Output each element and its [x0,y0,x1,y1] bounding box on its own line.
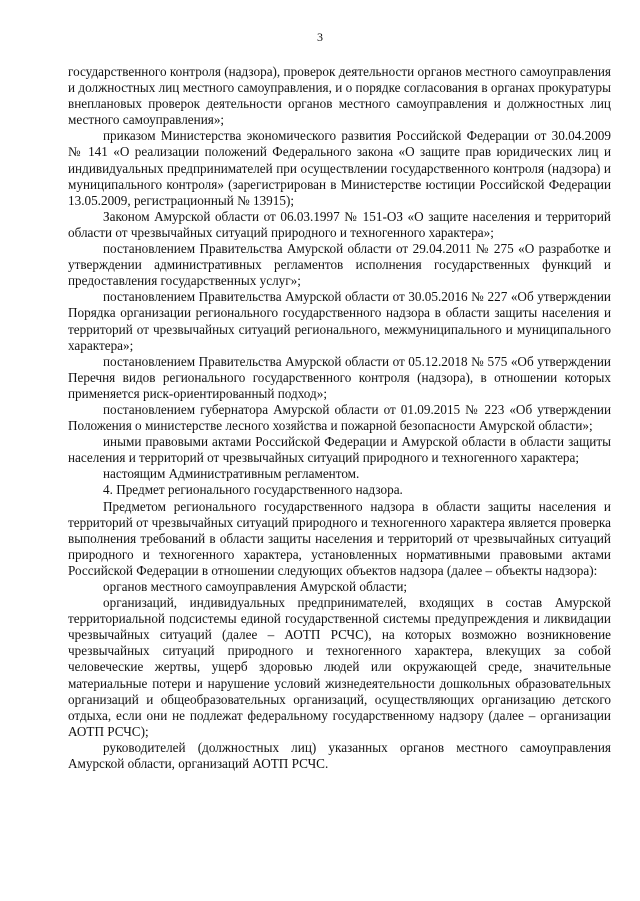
paragraph-amur-law: Законом Амурской области от 06.03.1997 № 151-ОЗ «О защите населения и территорий области от чрезвычайных ситуаций природного и техногенного характера»; [68,208,611,240]
paragraph-this-regulation: настоящим Административным регламентом. [103,466,360,482]
paragraph-order-mineconom: приказом Министерства экономического развития Российской Федерации от 30.04.2009 № 141 «О реализации положений Федерального закона «О защите прав юридических лиц и индивидуальных предпринимателей при осуществлении государственного контроля (надзора) и муниципального контроля» (зарегистрирован в Министерстве юстиции Российской Федерации 13.05.2009, регистрационный № 13915); [68,128,611,208]
paragraph-resolution-275: постановлением Правительства Амурской области от 29.04.2011 № 275 «О разработке и утверждении административных регламентов исполнения государственных функций и предоставления государственных услуг»; [68,241,611,289]
paragraph-resolution-575: постановлением Правительства Амурской области от 05.12.2018 № 575 «Об утверждении Перечня видов регионального государственного контроля (надзора), в отношении которых применяется риск-ориентированный подход»; [68,353,611,401]
paragraph-resolution-223: постановлением губернатора Амурской области от 01.09.2015 № 223 «Об утверждении Положения о министерстве лесного хозяйства и пожарной безопасности Амурской области»; [68,401,611,434]
paragraph-resolution-227: постановлением Правительства Амурской области от 30.05.2016 № 227 «Об утверждении Порядка организации регионального государственного надзора в области защиты населения и территорий от чрезвычайных ситуаций регионального, межмуниципального и муниципального характера»; [68,289,611,353]
paragraph-heads: руководителей (должностных лиц) указанных органов местного самоуправления Амурской области, организаций АОТП РСЧС. [68,739,611,772]
paragraph-continuation: государственного контроля (надзора), проверок деятельности органов местного самоуправления и должностных лиц местного самоуправления, и о порядке согласования в органах прокуратуры внеплановых проверок деятельности органов местного самоуправления и должностных лиц местного самоуправления»; [68,64,611,128]
page-number: 3 [317,30,323,44]
paragraph-other-acts: иными правовыми актами Российской Федерации и Амурской области в области защиты населения и территорий от чрезвычайных ситуаций природного и техногенного характера; [68,434,611,466]
paragraph-organizations: организаций, индивидуальных предпринимателей, входящих в состав Амурской территориальной подсистемы единой государственной системы предупреждения и ликвидации чрезвычайных ситуаций (далее – АОТП РСЧС), на которых возможно возникновение чрезвычайных ситуаций природного и техногенного характера, влекущих за собой человеческие жертвы, ущерб здоровью людей или окружающей среде, значительные материальные потери и нарушение условий жизнедеятельности дошкольных образовательных организаций и общеобразовательных организаций, осуществляющих организацию детского отдыха, если они не подлежат федеральному государственному надзору (далее – организации АОТП РСЧС); [68,595,611,739]
document-body [68,64,611,772]
paragraph-local-authorities: органов местного самоуправления Амурской области; [103,579,408,594]
section-heading-4: 4. Предмет регионального государственного надзора. [103,482,403,498]
paragraph-subject: Предметом регионального государственного надзора в области защиты населения и территорий от чрезвычайных ситуаций природного и техногенного характера является проверка выполнения требований в области защиты населения и территорий от чрезвычайных ситуаций природного и техногенного характера, установленных нормативными правовыми актами Российской Федерации в отношении следующих объектов надзора (далее – объекты надзора): [68,498,611,578]
